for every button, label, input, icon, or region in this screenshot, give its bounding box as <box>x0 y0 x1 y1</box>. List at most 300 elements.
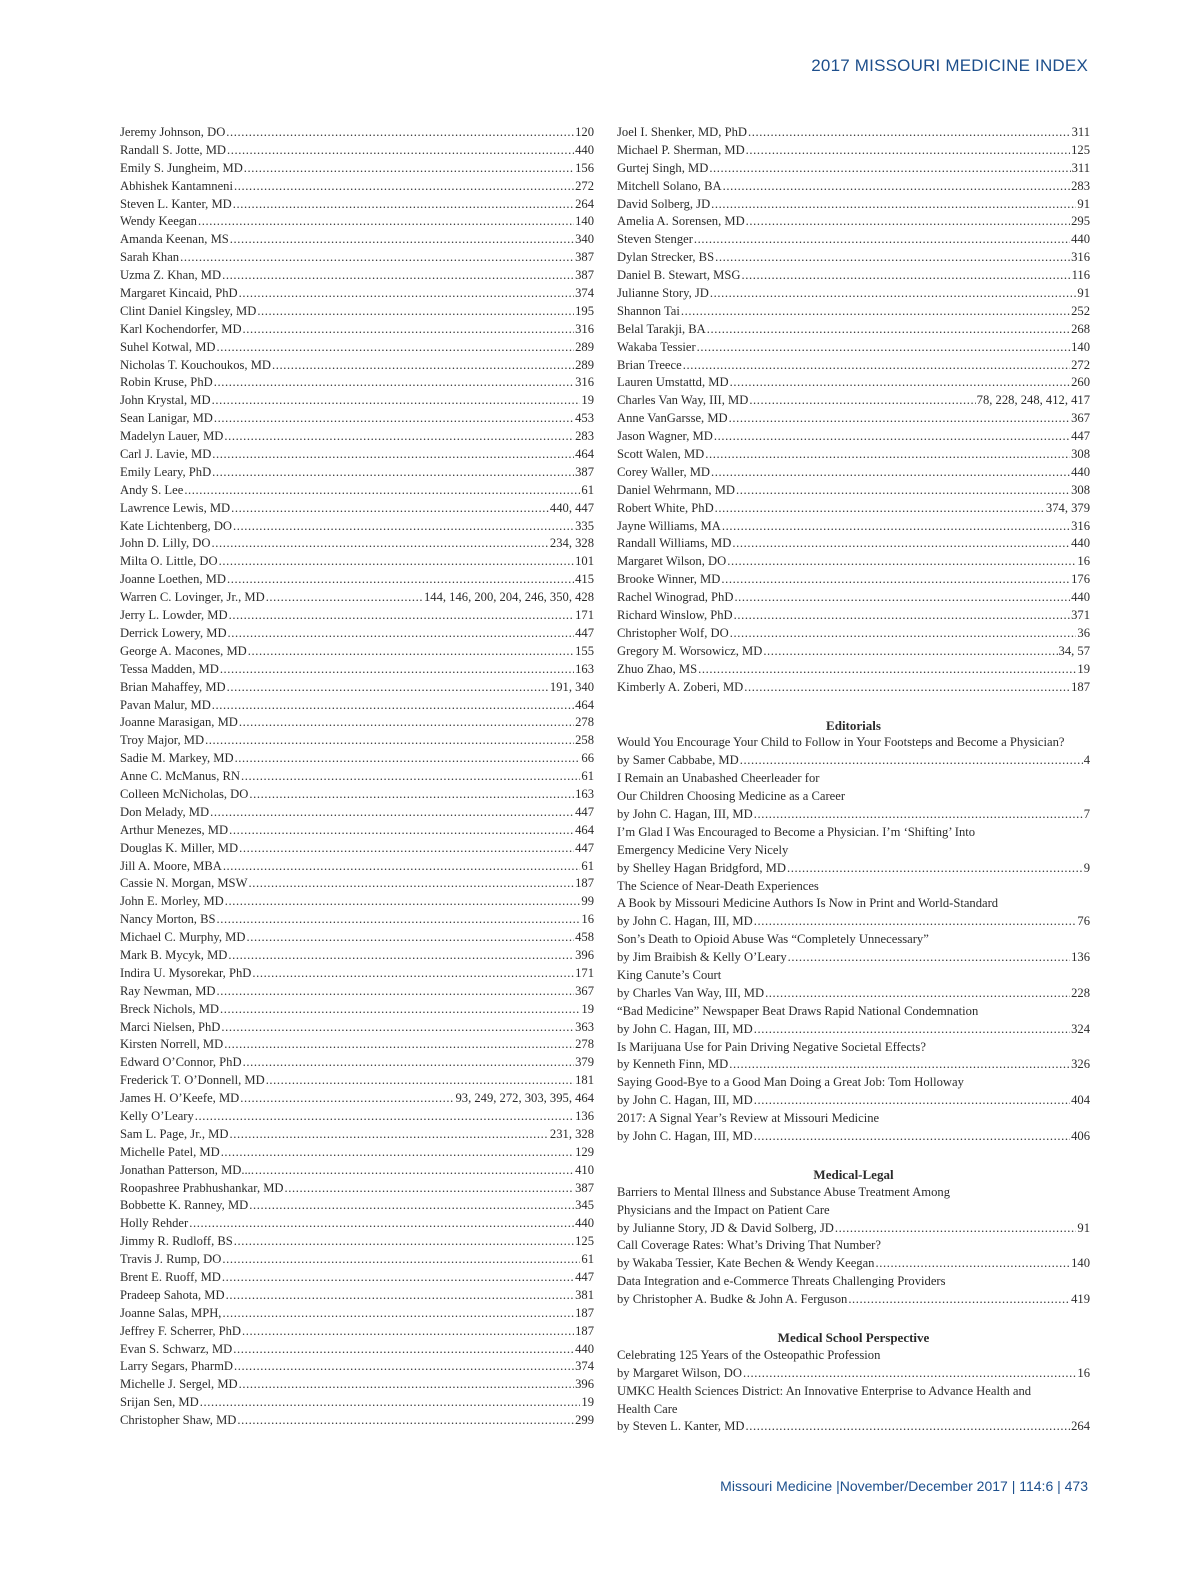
index-entry <box>120 1269 594 1287</box>
dot-leader <box>266 1072 574 1090</box>
dot-leader <box>234 1233 574 1251</box>
entry-page: 374 <box>575 1359 594 1374</box>
dot-leader <box>740 752 1083 770</box>
dot-leader <box>710 285 1077 303</box>
dot-leader <box>243 321 575 339</box>
index-entry <box>120 357 594 375</box>
index-entry <box>120 553 594 571</box>
index-entry <box>120 1215 594 1233</box>
entry-page: 61 <box>581 482 594 497</box>
index-entry <box>617 160 1090 178</box>
index-entry <box>120 732 594 750</box>
index-entry <box>120 875 594 893</box>
index-entry <box>120 1412 594 1430</box>
article-title-line: Call Coverage Rates: What’s Driving That Number? <box>617 1238 881 1253</box>
entry-name: Amelia A. Sorensen, MD <box>617 214 745 229</box>
entry-page: 125 <box>575 1234 594 1249</box>
index-entry <box>120 124 594 142</box>
entry-name: Suhel Kotwal, MD <box>120 339 216 354</box>
entry-name: Richard Winslow, PhD <box>617 608 733 623</box>
entry-name: Larry Segars, PharmD <box>120 1359 233 1374</box>
index-entry <box>617 589 1090 607</box>
index-entry <box>120 1323 594 1341</box>
entry-page: 387 <box>575 1180 594 1195</box>
entry-page: 91 <box>1077 196 1090 211</box>
index-entry <box>120 1287 594 1305</box>
entry-name: Carl J. Lavie, MD <box>120 447 212 462</box>
entry-name: Shannon Tai <box>617 303 680 318</box>
entry-name: Wakaba Tessier <box>617 339 696 354</box>
entry-name: Jason Wagner, MD <box>617 429 713 444</box>
entry-page: 316 <box>1071 518 1090 533</box>
index-entry <box>120 178 594 196</box>
entry-page: 187 <box>575 1323 594 1338</box>
entry-page: 19 <box>581 393 594 408</box>
index-entry <box>120 911 594 929</box>
dot-leader <box>255 1162 574 1180</box>
entry-name: Frederick T. O’Donnell, MD <box>120 1073 265 1088</box>
entry-page: 140 <box>575 214 594 229</box>
index-entry <box>120 1072 594 1090</box>
entry-name: Ray Newman, MD <box>120 983 216 998</box>
entry-name: Michelle J. Sergel, MD <box>120 1377 238 1392</box>
dot-leader <box>243 1054 575 1072</box>
index-entry <box>120 929 594 947</box>
entry-name: Steven Stenger <box>617 232 693 247</box>
index-entry <box>120 714 594 732</box>
dot-leader <box>730 374 1071 392</box>
dot-leader <box>744 679 1070 697</box>
article-title-line: I’m Glad I Was Encouraged to Become a Physician. I’m ‘Shifting’ Into <box>617 824 976 839</box>
entry-page: 171 <box>575 608 594 623</box>
entry-name: by Shelley Hagan Bridgford, MD <box>617 860 786 875</box>
entry-name: Pavan Malur, MD <box>120 697 211 712</box>
entry-page: 156 <box>575 160 594 175</box>
dot-leader <box>231 500 549 518</box>
entry-name: Clint Daniel Kingsley, MD <box>120 303 257 318</box>
entry-page: 91 <box>1077 1220 1090 1235</box>
dot-leader <box>214 374 574 392</box>
entry-name: Robert White, PhD <box>617 500 714 515</box>
index-entry <box>120 249 594 267</box>
page-footer: Missouri Medicine |November/December 2017 | 114:6 | 473 <box>720 1478 1088 1494</box>
entry-page: 440 <box>1071 464 1090 479</box>
dot-leader <box>229 822 574 840</box>
article-title-line: I Remain an Unabashed Cheerleader for <box>617 771 820 786</box>
entry-page: 231, 328 <box>549 1126 594 1141</box>
entry-page: 19 <box>1077 661 1090 676</box>
entry-page: 155 <box>575 643 594 658</box>
entry-name: Brian Mahaffey, MD <box>120 679 226 694</box>
entry-page: 187 <box>575 1305 594 1320</box>
dot-leader <box>754 913 1077 931</box>
dot-leader <box>244 160 574 178</box>
dot-leader <box>746 213 1070 231</box>
entry-name: Pradeep Sahota, MD <box>120 1287 225 1302</box>
index-entry <box>617 806 1090 824</box>
dot-leader <box>715 249 1070 267</box>
index-entry <box>120 697 594 715</box>
entry-page: 396 <box>575 947 594 962</box>
article-title-line: Barriers to Mental Illness and Substance Abuse Treatment Among <box>617 1184 950 1199</box>
index-entry <box>120 893 594 911</box>
entry-name: Gurtej Singh, MD <box>617 160 709 175</box>
dot-leader <box>214 410 574 428</box>
section-heading: Medical-Legal <box>813 1166 894 1182</box>
index-entry <box>617 1255 1090 1273</box>
dot-leader <box>184 482 580 500</box>
index-entry <box>617 661 1090 679</box>
entry-page: 76 <box>1077 914 1090 929</box>
index-entry <box>617 1291 1090 1309</box>
index-entry <box>617 267 1090 285</box>
entry-name: Zhuo Zhao, MS <box>617 661 698 676</box>
index-entry <box>617 1021 1090 1039</box>
article-title-line: Emergency Medicine Very Nicely <box>617 842 789 857</box>
index-entry <box>120 589 594 607</box>
dot-leader <box>217 339 575 357</box>
entry-name: Joanne Salas, MPH, <box>120 1305 222 1320</box>
entry-name: Dylan Strecker, BS <box>617 250 715 265</box>
entry-name: Joanne Marasigan, MD <box>120 715 238 730</box>
entry-page: 289 <box>575 339 594 354</box>
dot-leader <box>195 1108 574 1126</box>
entry-name: by Steven L. Kanter, MD <box>617 1419 745 1434</box>
entry-name: Joel I. Shenker, MD, PhD <box>617 125 747 139</box>
entry-name: by John C. Hagan, III, MD <box>617 1021 753 1036</box>
entry-page: 440 <box>1071 232 1090 247</box>
index-entry <box>617 535 1090 553</box>
entry-name: Margaret Kincaid, PhD <box>120 286 238 301</box>
index-entry <box>617 213 1090 231</box>
entry-page: 7 <box>1083 806 1090 821</box>
dot-leader <box>227 142 574 160</box>
entry-name: Lawrence Lewis, MD <box>120 500 231 515</box>
index-entry <box>120 750 594 768</box>
dot-leader <box>217 911 581 929</box>
entry-page: 458 <box>575 930 594 945</box>
entry-name: by Julianne Story, JD & David Solberg, JD <box>617 1220 834 1235</box>
dot-leader <box>220 661 574 679</box>
index-entry <box>120 1394 594 1412</box>
entry-name: James H. O’Keefe, MD <box>120 1091 240 1106</box>
dot-leader <box>787 860 1083 878</box>
entry-name: Jimmy R. Rudloff, BS <box>120 1234 233 1249</box>
entry-page: 379 <box>575 1055 594 1070</box>
entry-page: 283 <box>1071 178 1090 193</box>
entry-page: 264 <box>575 196 594 211</box>
dot-leader <box>189 1215 574 1233</box>
index-entry <box>120 1001 594 1019</box>
dot-leader <box>727 553 1076 571</box>
dot-leader <box>229 607 575 625</box>
entry-name: Sam L. Page, Jr., MD <box>120 1126 229 1141</box>
dot-leader <box>233 1341 574 1359</box>
dot-leader <box>711 464 1070 482</box>
entry-name: Emily S. Jungheim, MD <box>120 160 243 175</box>
index-entry <box>617 679 1090 697</box>
dot-leader <box>734 607 1070 625</box>
index-entry <box>617 985 1090 1003</box>
index-entry <box>120 482 594 500</box>
entry-page: 176 <box>1071 572 1090 587</box>
dot-leader <box>226 124 574 142</box>
index-entry <box>617 1365 1090 1383</box>
section-heading: Editorials <box>826 717 881 733</box>
dot-leader <box>212 535 549 553</box>
entry-page: 447 <box>575 1270 594 1284</box>
entry-name: Christopher Wolf, DO <box>617 625 729 640</box>
entry-page: 78, 228, 248, 412, 417 <box>976 393 1090 408</box>
index-entry <box>617 643 1090 661</box>
dot-leader <box>219 553 575 571</box>
entry-page: 345 <box>575 1198 594 1213</box>
dot-leader <box>210 804 574 822</box>
entry-page: 19 <box>581 1395 594 1410</box>
entry-page: 316 <box>575 375 594 390</box>
entry-page: 61 <box>581 858 594 873</box>
dot-leader <box>723 178 1071 196</box>
index-entry <box>120 983 594 1001</box>
entry-name: Jonathan Patterson, MD.... <box>120 1162 254 1177</box>
entry-name: Julianne Story, JD <box>617 286 709 301</box>
index-entry <box>120 428 594 446</box>
index-entry <box>617 500 1090 518</box>
entry-name: by John C. Hagan, III, MD <box>617 1128 753 1143</box>
entry-page: 258 <box>575 733 594 748</box>
index-entry <box>617 752 1090 770</box>
dot-leader <box>225 893 581 911</box>
index-entry <box>120 643 594 661</box>
dot-leader <box>200 1394 581 1412</box>
dot-leader <box>239 840 574 858</box>
entry-name: Joanne Loethen, MD <box>120 572 226 587</box>
entry-name: Robin Kruse, PhD <box>120 375 213 390</box>
entry-page: 371 <box>1071 608 1090 623</box>
entry-name: Anne VanGarsse, MD <box>617 411 728 426</box>
page-header-title: 2017 MISSOURI MEDICINE INDEX <box>811 56 1088 75</box>
entry-page: 99 <box>581 894 594 909</box>
index-entry <box>617 142 1090 160</box>
entry-name: Madelyn Lauer, MD <box>120 429 224 444</box>
entry-name: Bobbette K. Ranney, MD <box>120 1198 249 1213</box>
entry-page: 387 <box>575 464 594 479</box>
entry-name: Brooke Winner, MD <box>617 572 721 587</box>
entry-page: 234, 328 <box>549 536 594 551</box>
entry-name: Brian Treece <box>617 357 682 372</box>
dot-leader <box>705 446 1070 464</box>
entry-name: Brent E. Ruoff, MD <box>120 1270 221 1284</box>
entry-name: Derrick Lowery, MD <box>120 625 227 640</box>
entry-name: Warren C. Lovinger, Jr., MD <box>120 590 265 605</box>
index-entry <box>617 196 1090 214</box>
entry-page: 316 <box>575 321 594 336</box>
section-spacer <box>617 1309 1090 1323</box>
entry-page: 464 <box>575 697 594 712</box>
index-entry <box>617 231 1090 249</box>
entry-page: 316 <box>1071 250 1090 265</box>
index-entry <box>120 840 594 858</box>
entry-page: 260 <box>1071 375 1090 390</box>
entry-page: 61 <box>581 769 594 784</box>
index-entry <box>120 1054 594 1072</box>
entry-page: 120 <box>575 125 594 139</box>
dot-leader <box>746 1418 1071 1436</box>
dot-leader <box>222 267 574 285</box>
dot-leader <box>222 1251 580 1269</box>
entry-page: 387 <box>575 250 594 265</box>
index-entry <box>617 339 1090 357</box>
entry-page: 464 <box>575 447 594 462</box>
entry-page: 163 <box>575 661 594 676</box>
entry-page: 264 <box>1071 1419 1090 1434</box>
entry-page: 187 <box>1071 679 1090 694</box>
dot-leader <box>212 446 574 464</box>
dot-leader <box>198 213 574 231</box>
entry-page: 272 <box>1071 357 1090 372</box>
section-spacer <box>617 697 1090 711</box>
entry-page: 61 <box>581 1252 594 1267</box>
entry-name: Margaret Wilson, DO <box>617 554 727 569</box>
entry-page: 191, 340 <box>549 679 594 694</box>
entry-name: Anne C. McManus, RN <box>120 769 240 784</box>
dot-leader <box>234 1358 574 1376</box>
index-entry <box>617 124 1090 142</box>
dot-leader <box>257 303 574 321</box>
entry-page: 278 <box>575 1037 594 1052</box>
index-entry <box>120 1180 594 1198</box>
entry-page: 91 <box>1077 286 1090 301</box>
entry-name: Sarah Khan <box>120 250 180 265</box>
index-entry <box>120 965 594 983</box>
dot-leader <box>765 985 1070 1003</box>
entry-page: 311 <box>1071 125 1090 139</box>
entry-name: Karl Kochendorfer, MD <box>120 321 242 336</box>
dot-leader <box>212 697 574 715</box>
dot-leader <box>229 1126 548 1144</box>
entry-name: Belal Tarakji, BA <box>617 321 706 336</box>
dot-leader <box>180 249 574 267</box>
entry-page: 299 <box>575 1413 594 1428</box>
index-entry <box>120 1341 594 1359</box>
article-title-line: The Science of Near-Death Experiences <box>617 878 819 893</box>
index-entry <box>617 949 1090 967</box>
entry-page: 440 <box>575 142 594 157</box>
dot-leader <box>234 178 574 196</box>
entry-page: 144, 146, 200, 204, 246, 350, 428 <box>423 590 594 605</box>
entry-name: Jeremy Johnson, DO <box>120 125 226 139</box>
entry-name: Lauren Umstattd, MD <box>617 375 729 390</box>
dot-leader <box>754 806 1083 824</box>
entry-page: 415 <box>575 572 594 587</box>
entry-page: 324 <box>1071 1021 1090 1036</box>
entry-name: Daniel B. Stewart, MSG <box>617 268 741 283</box>
dot-leader <box>763 643 1057 661</box>
entry-page: 195 <box>575 303 594 318</box>
entry-page: 447 <box>1071 429 1090 444</box>
index-entry <box>617 1092 1090 1110</box>
index-entry <box>617 553 1090 571</box>
entry-name: Sadie M. Markey, MD <box>120 751 234 766</box>
entry-page: 66 <box>581 751 594 766</box>
index-entry <box>120 1197 594 1215</box>
entry-page: 381 <box>575 1287 594 1302</box>
entry-name: Jeffrey F. Scherrer, PhD <box>120 1323 242 1338</box>
dot-leader <box>227 679 549 697</box>
dot-leader <box>741 267 1070 285</box>
entry-page: 116 <box>1071 268 1090 283</box>
index-entry <box>120 374 594 392</box>
dot-leader <box>711 196 1076 214</box>
entry-name: Sean Lanigar, MD <box>120 411 213 426</box>
entry-name: Jayne Williams, MA <box>617 518 721 533</box>
entry-page: 335 <box>575 518 594 533</box>
entry-page: 93, 249, 272, 303, 395, 464 <box>455 1091 594 1106</box>
entry-name: Steven L. Kanter, MD <box>120 196 232 211</box>
index-entry <box>120 679 594 697</box>
dot-leader <box>709 160 1070 178</box>
entry-name: Kate Lichtenberg, DO <box>120 518 233 533</box>
dot-leader <box>239 714 574 732</box>
dot-leader <box>221 1019 574 1037</box>
entry-name: by Charles Van Way, III, MD <box>617 985 765 1000</box>
dot-leader <box>248 643 574 661</box>
index-entry <box>120 303 594 321</box>
entry-page: 125 <box>1071 142 1090 157</box>
index-entry <box>120 1090 594 1108</box>
entry-name: Kirsten Norrell, MD <box>120 1037 224 1052</box>
entry-page: 289 <box>575 357 594 372</box>
entry-page: 410 <box>575 1162 594 1177</box>
article-title-line: Our Children Choosing Medicine as a Career <box>617 789 846 804</box>
index-entry <box>120 1233 594 1251</box>
dot-leader <box>736 482 1070 500</box>
dot-leader <box>835 1220 1077 1238</box>
entry-name: Troy Major, MD <box>120 733 205 748</box>
dot-leader <box>734 589 1070 607</box>
entry-name: John D. Lilly, DO <box>120 536 211 551</box>
index-entry <box>617 392 1090 410</box>
dot-leader <box>235 750 581 768</box>
entry-page: 374, 379 <box>1045 500 1090 515</box>
entry-name: David Solberg, JD <box>617 196 711 211</box>
entry-page: 171 <box>575 965 594 980</box>
dot-leader <box>681 303 1070 321</box>
entry-page: 308 <box>1071 447 1090 462</box>
article-title-line: Son’s Death to Opioid Abuse Was “Completely Unnecessary” <box>617 932 929 947</box>
dot-leader <box>746 142 1070 160</box>
entry-name: by Samer Cabbabe, MD <box>617 753 739 768</box>
entry-page: 129 <box>575 1144 594 1159</box>
entry-name: Scott Walen, MD <box>617 447 705 462</box>
entry-name: Nancy Morton, BS <box>120 912 216 927</box>
index-entry <box>120 786 594 804</box>
dot-leader <box>240 1090 454 1108</box>
article-title-line: Health Care <box>617 1401 678 1416</box>
entry-page: 278 <box>575 715 594 730</box>
dot-leader <box>223 858 581 876</box>
dot-leader <box>754 1128 1070 1146</box>
index-entry <box>120 1144 594 1162</box>
dot-leader <box>221 1144 574 1162</box>
dot-leader <box>224 428 574 446</box>
index-entry <box>617 446 1090 464</box>
entry-name: Marci Nielsen, PhD <box>120 1019 221 1034</box>
dot-leader <box>743 1365 1076 1383</box>
dot-leader <box>212 392 581 410</box>
index-entry <box>120 571 594 589</box>
entry-name: Rachel Winograd, PhD <box>617 590 734 605</box>
